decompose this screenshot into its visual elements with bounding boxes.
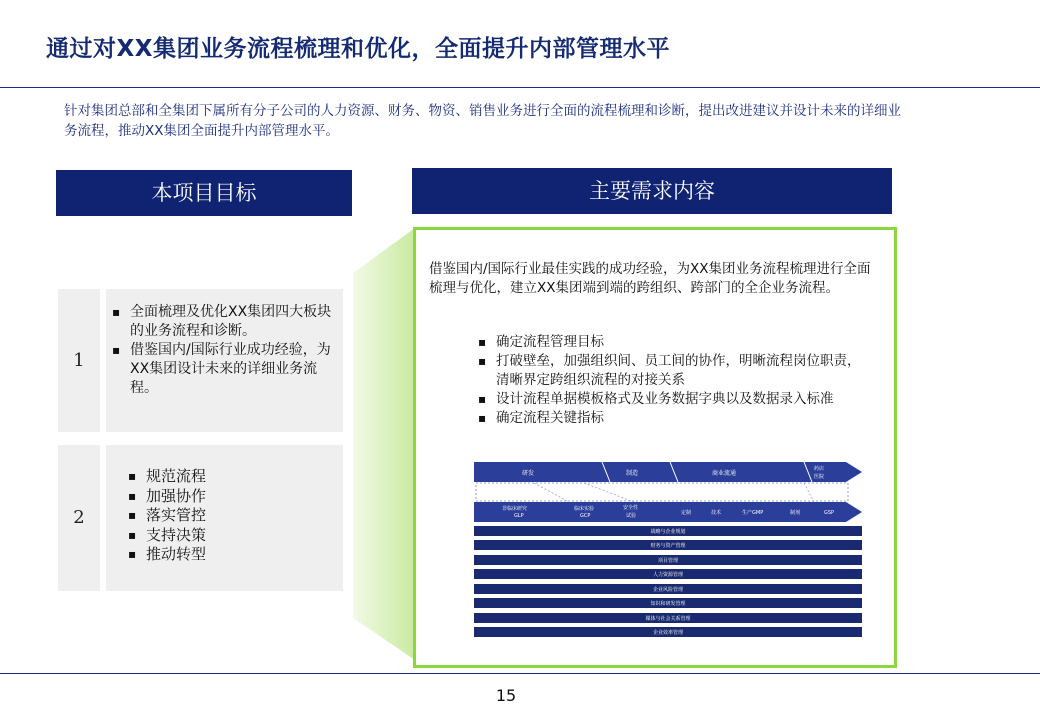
page-title: 通过对XX集团业务流程梳理和优化，全面提升内部管理水平 (46, 36, 670, 62)
goal-2-item: ▪ 加强协作 (128, 487, 206, 507)
intro-text: 针对集团总部和全集团下属所有分子公司的人力资源、财务、物资、销售业务进行全面的流程梳理和诊断，提出改进建议并设计未来的详细业务流程，推动XX集团全面提升内部管理水平。 (64, 103, 901, 139)
goal-2-item: ▪ 支持决策 (128, 526, 206, 546)
top-stage-label: 医院 (814, 474, 825, 480)
management-bars (474, 526, 862, 637)
connector-region (476, 483, 848, 501)
connector-cone (353, 228, 415, 660)
goal-1-item: ▪ 借鉴国内/国际行业成功经验，为XX集团设计未来的详细业务流程。 (112, 341, 334, 398)
requirements-list (478, 333, 868, 428)
top-stage-label: 制造 (626, 470, 639, 477)
page-number: 15 (495, 686, 517, 705)
goal-2-item: ▪ 落实管控 (128, 506, 206, 526)
requirements-box (413, 227, 897, 668)
management-bar-label: 媒体与社会关系管理 (645, 616, 691, 622)
requirements-paragraph: 借鉴国内/国际行业最佳实践的成功经验，为XX集团业务流程梳理进行全面梳理与优化，建立XX集团端到端的跨组织、跨部门的全企业务流程。 (429, 261, 871, 296)
goal-2-card (106, 445, 343, 591)
mid-stage-label: GCP (580, 513, 591, 519)
mid-stage-label: 非临床研究 (502, 506, 528, 512)
mid-stage-label: 生产GMP (742, 510, 764, 516)
process-diagram (474, 462, 867, 644)
management-bar-label: 企业效率管理 (652, 630, 684, 636)
mid-stage-label: 制剂 (790, 510, 801, 516)
mid-stage-label: GSP (824, 510, 835, 516)
connector-line (534, 483, 569, 502)
management-bar-label: 企业风险管理 (652, 587, 684, 593)
mid-stage-label: 技术 (711, 510, 722, 516)
mid-stage-label: 试验 (626, 513, 637, 519)
management-bar-label: 人力资源管理 (652, 572, 684, 578)
goals-header: 本项目目标 (56, 170, 352, 216)
connector-line (584, 483, 634, 502)
top-stage-label: 研发 (522, 470, 535, 477)
top-stage-label: 商业流通 (712, 470, 737, 477)
requirement-item: ▪ 打破壁垒，加强组织间、员工间的协作，明晰流程岗位职责，清晰界定跨组织流程的对接关系 (478, 352, 868, 390)
mid-stage-label: GLP (514, 513, 524, 519)
goal-1-card (106, 289, 343, 432)
footer-divider (0, 673, 1040, 674)
goal-1-number: 1 (58, 289, 100, 432)
goal-1-item: ▪ 全面梳理及优化XX集团四大板块的业务流程和诊断。 (112, 303, 334, 341)
management-bar-label: 项目管理 (657, 558, 679, 564)
mid-stage-label: 安全性 (623, 505, 639, 511)
management-bar-label: 战略与企业规划 (650, 529, 686, 535)
goal-2-list (128, 467, 206, 565)
management-bar-label: 财务与资产管理 (650, 543, 686, 549)
goal-2-number: 2 (58, 445, 100, 591)
title-divider (0, 87, 1040, 88)
requirement-item: ▪ 设计流程单据模板格式及业务数据字典以及数据录入标准 (478, 390, 868, 409)
requirement-item: ▪ 确定流程关键指标 (478, 409, 868, 428)
mid-stage-band (474, 502, 862, 522)
connector-line (804, 483, 814, 502)
mid-stage-label: 临床实验 (574, 506, 595, 512)
top-stage-label: 药店 (814, 466, 825, 472)
goal-2-item: ▪ 推动转型 (128, 545, 206, 565)
requirement-item: ▪ 确定流程管理目标 (478, 333, 868, 352)
mid-stage-label: 定制 (681, 510, 692, 516)
goal-2-item: ▪ 规范流程 (128, 467, 206, 487)
goal-1-list (112, 303, 334, 398)
requirements-header: 主要需求内容 (412, 168, 892, 214)
management-bar-label: 知识和研发管理 (650, 601, 686, 607)
